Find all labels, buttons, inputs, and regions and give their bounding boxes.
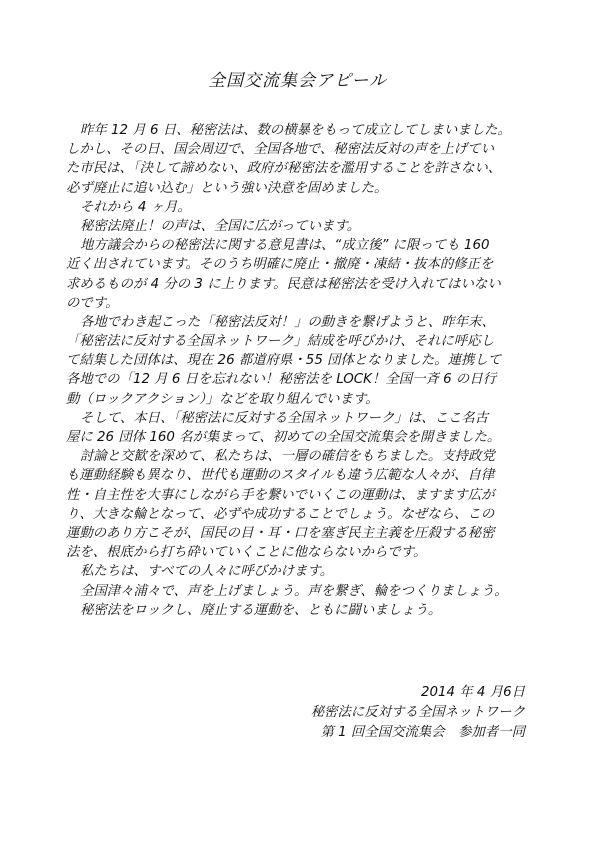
body-line: て結集した団体は、現在 26 都道府県・55 団体となりました。連携して [66,353,502,369]
signature-date: 2014 年 4 月6日 [420,685,525,700]
body-line: 討論と交歓を深めて、私たちは、一層の確信をもちました。支持政党 [80,449,495,465]
body-line: 法を、根底から打ち砕いていくことに他ならないからです。 [66,545,427,561]
body-line: それから 4 ヶ月。 [80,199,191,215]
body-line: 必ず廃止に追い込む」という強い決意を固めました。 [66,180,388,196]
body-line: しかし、その日、国会周辺で、全国各地で、秘密法反対の声を上げてい [66,142,494,158]
body-line: 動（ロックアクション）」などを取り組んでいます。 [66,391,379,407]
body-line: 地方議会からの秘密法に関する意見書は、“成立後” に限っても 160 [80,238,490,254]
signature-event: 第 1 回全国交流集会 参加者一同 [320,725,525,740]
body-line: 近く出されています。そのうち明確に廃止・撤廃・凍結・抜本的修正を [66,257,494,273]
body-line: 各地でわき起こった「秘密法反対！」の動きを繋げようと、昨年末、 [80,314,495,330]
signature-org: 秘密法に反対する全国ネットワーク [310,705,525,720]
body-line: た市民は、「決して諦めない、政府が秘密法を濫用することを許さない、 [66,161,502,177]
body-line: 秘密法廃止！の声は、全国に広がっています。 [80,218,361,234]
body-line: のです。 [66,295,119,311]
body-line: も運動経験も異なり、世代も運動のスタイルも違う広範な人々が、自律 [66,468,495,484]
appeal-body [66,121,536,620]
body-line: 屋に 26 団体 160 名が集まって、初めての全国交流集会を開きました。 [66,430,501,445]
signature-block [311,683,525,743]
body-line: 私たちは、すべての人々に呼びかけます。 [80,564,334,580]
body-line: 「秘密法に反対する全国ネットワーク」結成を呼びかけ、それに呼応し [66,334,494,350]
body-line: 性・自主性を大事にしながら手を繋いでいくこの運動は、ますます広が [66,487,495,503]
body-line: 秘密法をロックし、廃止する運動を、ともに闘いましょう。 [80,602,442,618]
body-line: 運動のあり方こそが、国民の目・耳・口を塞ぎ民主主義を圧殺する秘密 [66,525,495,541]
body-line: り、大きな輪となって、必ずや成功することでしょう。なぜなら、この [66,506,495,522]
body-line: そして、本日、「秘密法に反対する全国ネットワーク」は、ここ名古 [80,410,489,426]
body-line: 昨年 12 月 6 日、秘密法は、数の横暴をもって成立してしまいました。 [80,123,511,138]
page-title: 全国交流集会アピール [208,71,387,91]
body-line: 求めるものが 4 分の 3 に上ります。民意は秘密法を受け入れてはいない [66,276,501,292]
body-line: 全国津々浦々で、声を上げましょう。声を繋ぎ、輪をつくりましょう。 [80,583,508,599]
body-line: 各地での「12 月 6 日を忘れない！秘密法を LOCK！全国一斉 6 の日行 [66,372,497,388]
